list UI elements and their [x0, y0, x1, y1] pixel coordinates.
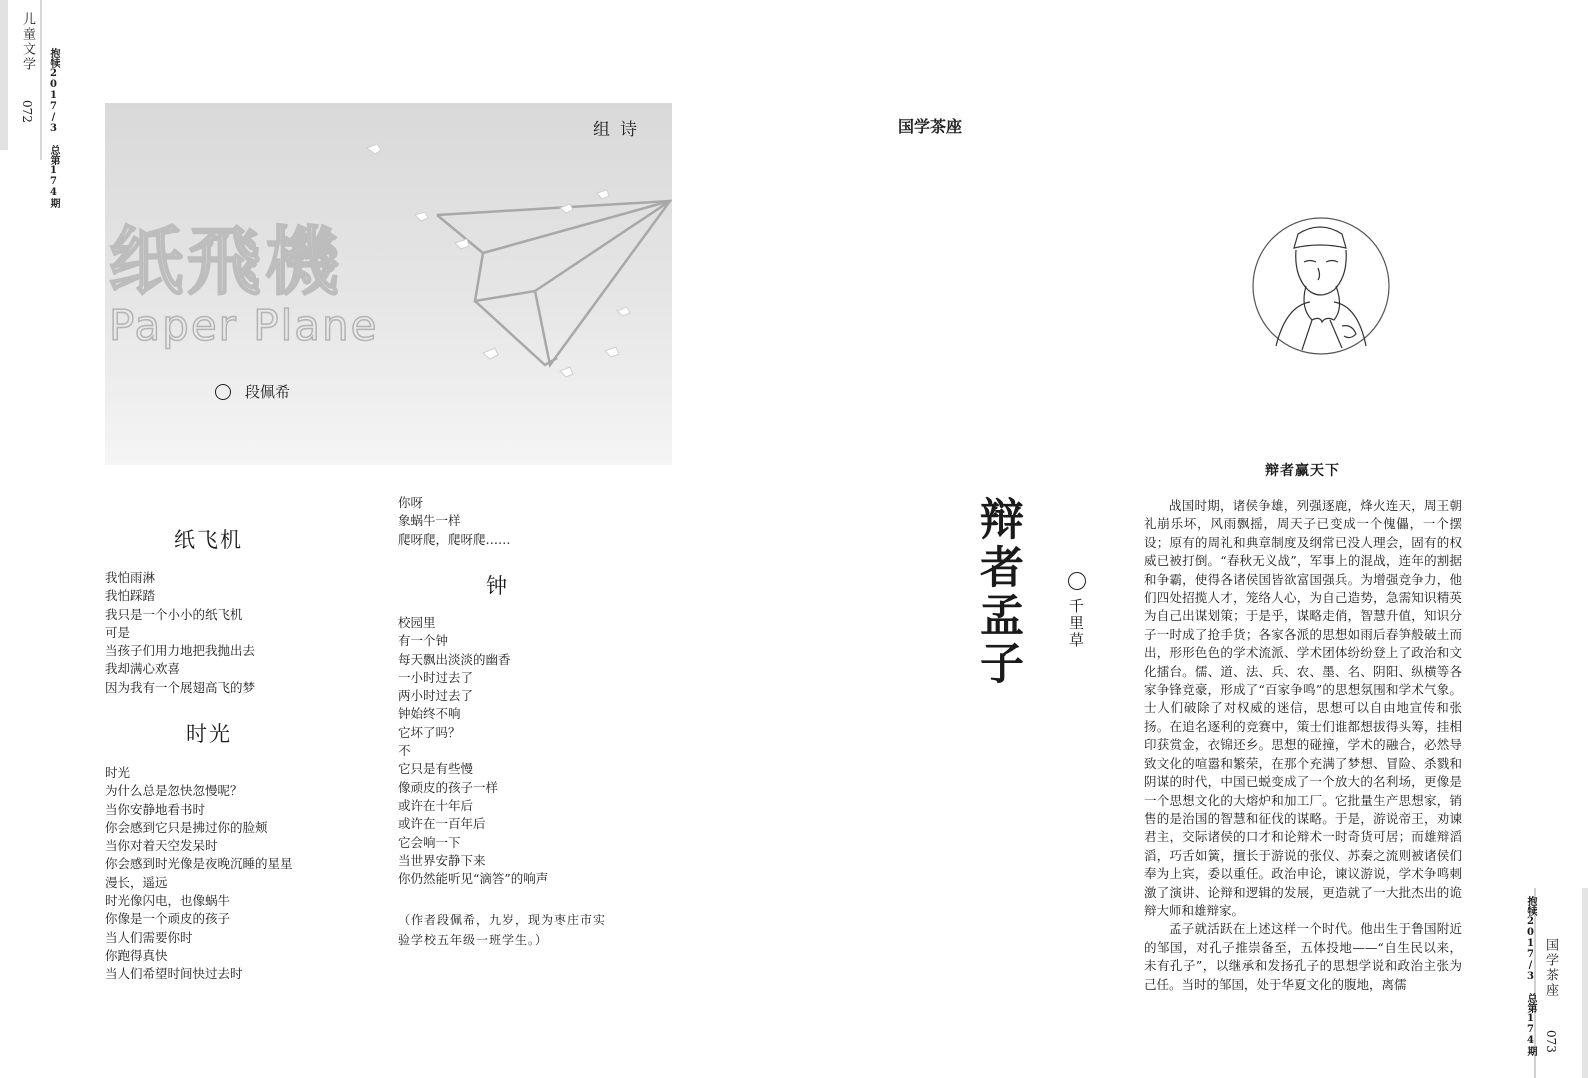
author-note: （作者段佩希，九岁，现为枣庄市实验学校五年级一班学生。）	[398, 913, 607, 947]
left-issue-info: 抱犊2017/3 总第174期	[48, 48, 59, 208]
article-paragraph: 战国时期，诸侯争雄，列强逐鹿，烽火连天，周王朝礼崩乐坏，风雨飘摇，周天子已变成一个傀儡，一个摆设；原有的周礼和典章制度及纲常已没人理会，固有的权威已被打倒。“春秋无义战”，军事上的混战，连年的割据和争霸，使得各诸侯国皆欲富国强兵。为增强竞争力，他们四处招揽人才，笼络人心，为自己造势，急需知识精英为自己出谋划策；于是乎，谋略走俏，智慧升值，知识分子一时成了抢手货；各家各派的思想如雨后春笋般破土而出，形形色色的学术流派、学术团体纷纷登上了政治和文化擂台。儒、道、法、兵、农、墨、名、阴阳、纵横等各家争锋竞豪，形成了“百家争鸣”的思想氛围和学术气象。士人们破除了对权威的迷信，思想可以自由地宣传和张扬。在追名逐利的竞赛中，策士们谁都想拔得头筹，挂相印获赏金，衣锦还乡。思想的碰撞，学术的融合，必然导致文化的喧嚣和繁荣，在那个充满了梦想、冒险、杀戮和阴谋的时代，中国已蜕变成了一个放大的名利场，更像是一个思想文化的大熔炉和加工厂。它批量生产思想家，销售的是治国的智慧和征伐的谋略。于是，游说帝王，劝谏君主，交际诸侯的口才和论辩术一时奇货可居；而雄辩滔滔，巧舌如簧，擅长于游说的张仪、苏秦之流则被诸侯们奉为上宾，委以重任。政治申论，谏议游说，学术争鸣刺激了演讲、论辩和逻辑的发展，更造就了一大批杰出的诡辩大师和雄辩家。	[1144, 498, 1462, 918]
poem-title-clock: 钟	[486, 574, 509, 598]
poem-line: 一小时过去了	[398, 669, 474, 685]
poem-line: 我只是一个小小的纸飞机	[105, 606, 243, 622]
poem-line: 或许在十年后	[398, 797, 474, 813]
poem-line: 两小时过去了	[398, 688, 474, 704]
poem-line: 当你安静地看书时	[105, 801, 206, 817]
poem-line: 每天飘出淡淡的幽香	[398, 651, 511, 667]
poem-banner	[105, 103, 672, 465]
poem-body-clock	[398, 614, 548, 888]
article-author	[1066, 572, 1087, 649]
poem-title-paper-plane: 纸飞机	[174, 528, 243, 552]
banner-title-cn: 纸飛機	[109, 219, 343, 305]
poem-line: 爬呀爬，爬呀爬……	[398, 531, 511, 547]
circle-icon	[1068, 572, 1086, 590]
poem-line: 或许在一百年后	[398, 816, 486, 832]
right-section-label: 国学茶座	[1543, 938, 1558, 998]
poem-line: 时光像闪电，也像蜗牛	[105, 893, 231, 909]
poem-title-time: 时光	[186, 722, 232, 746]
left-page-number: 072	[20, 100, 34, 123]
poem-line: 我怕雨淋	[105, 570, 156, 585]
banner-author-name: 段佩希	[245, 383, 291, 401]
poem-line: 我怕踩踏	[105, 588, 156, 604]
article-author-name: 千里草	[1067, 598, 1085, 649]
poem-line: 它会响一下	[398, 834, 461, 850]
left-section-label: 儿童文学	[20, 12, 35, 72]
poem-line: 当你对着天空发呆时	[105, 838, 218, 854]
poem-line: 时光	[105, 765, 131, 780]
poem-line: 你跑得真快	[105, 947, 168, 963]
right-issue-info: 抱犊2017/3 总第174期	[1525, 896, 1536, 1056]
poem-line: 我却满心欢喜	[105, 661, 181, 677]
poem-line: 当孩子们用力地把我抛出去	[105, 643, 256, 659]
left-margin-bar	[0, 0, 8, 150]
poem-body-paper-plane	[105, 569, 255, 697]
banner-label: 组诗	[593, 120, 647, 140]
poem-line: 你仍然能听见“滴答”的响声	[398, 871, 549, 887]
poem-line: 有一个钟	[398, 633, 449, 649]
banner-title-en: Paper Plane	[109, 301, 379, 350]
poem-line: 象蜗牛一样	[398, 513, 461, 529]
poem-line: 你会感到它只是拂过你的脸颊	[105, 819, 268, 835]
circle-icon	[215, 384, 231, 400]
article-body	[1144, 497, 1462, 994]
poem-line: 钟始终不响	[398, 706, 461, 722]
left-margin-edge	[40, 0, 42, 160]
poem-line: 因为我有一个展翅高飞的梦	[105, 679, 256, 695]
poem-line: 像顽皮的孩子一样	[398, 779, 499, 795]
banner-author	[215, 381, 290, 402]
article-title: 辩者孟子	[972, 496, 1023, 688]
poem-line: 当世界安静下来	[398, 852, 486, 868]
poem-body-time-continued	[398, 494, 511, 549]
poem-line: 不	[398, 743, 411, 759]
right-page-number: 073	[1544, 1030, 1558, 1053]
section-heading: 辩者赢天下	[1265, 463, 1340, 479]
poem-body-time	[105, 764, 293, 984]
poem-line: 可是	[105, 624, 131, 640]
poem-line: 当人们需要你时	[105, 929, 193, 945]
right-page-header: 国学茶座	[898, 117, 963, 136]
poem-line: 漫长，遥远	[105, 874, 168, 890]
poem-line: 校园里	[398, 615, 436, 630]
right-margin-bar	[1582, 888, 1588, 1078]
poem-line: 为什么总是忽快忽慢呢？	[105, 783, 243, 799]
article-paragraph: 孟子就活跃在上述这样一个时代。他出生于鲁国附近的邹国，对孔子推崇备至，五体投地——“自生民以来，未有孔子”，以继承和发扬孔子的思想学说和政治主张为己任。当时的邹国，处于华夏文化的腹地，离儒	[1144, 921, 1462, 992]
mencius-portrait	[1246, 216, 1396, 356]
poem-line: 它坏了吗？	[398, 724, 461, 740]
poem-line: 你像是一个顽皮的孩子	[105, 911, 231, 927]
poem-line: 你会感到时光像是夜晚沉睡的星星	[105, 856, 293, 872]
poem-line: 你呀	[398, 495, 424, 510]
poem-line: 当人们希望时间快过去时	[105, 966, 243, 982]
poem-line: 它只是有些慢	[398, 761, 474, 777]
